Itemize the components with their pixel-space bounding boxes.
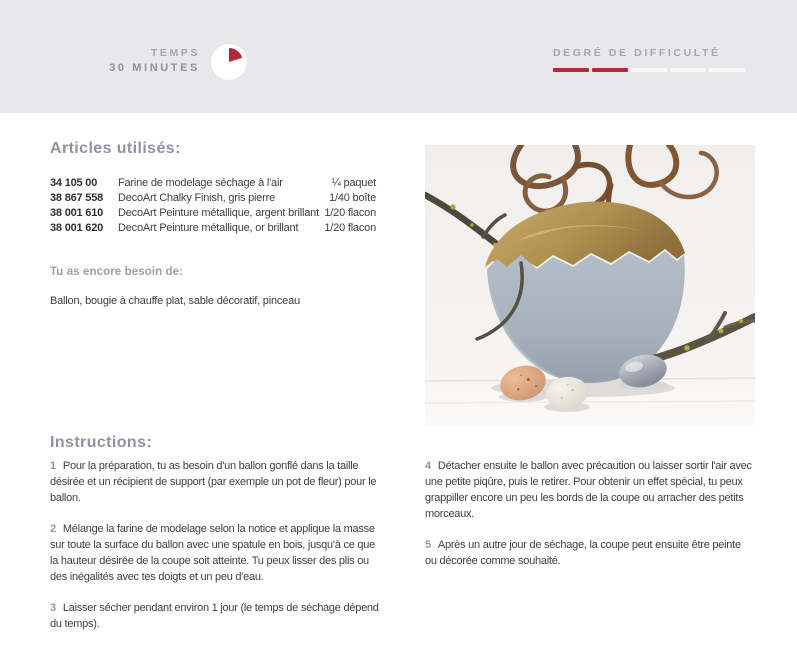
difficulty-bar — [670, 68, 706, 72]
step-text: Après un autre jour de séchage, la coupe peut ensuite être peinte ou décorée comme souhaité. — [425, 539, 741, 567]
step-text: Détacher ensuite le ballon avec précaution ou laisser sortir l'air avec une petite piqûre, puis le retirer. Pour obtenir un effet spécial, tu peux grappiller encore un peu les bords de la coupe ou arracher des petits morceaux. — [425, 460, 752, 520]
article-quantity: 1/40 boîte — [329, 192, 376, 204]
time-block — [109, 47, 200, 74]
difficulty-block — [553, 47, 745, 72]
article-number: 34 105 00 — [50, 177, 98, 189]
instruction-step — [425, 458, 755, 522]
article-quantity: ¼ paquet — [331, 177, 376, 189]
time-label: TEMPS — [150, 47, 200, 59]
difficulty-label: DEGRÉ DE DIFFICULTÉ — [553, 47, 721, 59]
difficulty-bar — [631, 68, 667, 72]
instructions-column-right — [425, 458, 755, 584]
article-number: 38 001 620 — [50, 222, 104, 234]
articles-table — [50, 176, 376, 236]
step-number: 3 — [50, 602, 56, 614]
also-needed-title: Tu as encore besoin de: — [50, 266, 184, 278]
difficulty-bar — [553, 68, 589, 72]
article-quantity: 1/20 flacon — [324, 222, 376, 234]
article-number: 38 001 610 — [50, 207, 104, 219]
article-description: DecoArt Peinture métallique, or brillant — [118, 222, 299, 234]
table-row — [50, 191, 376, 206]
articles-title: Articles utilisés: — [50, 140, 181, 157]
clock-icon — [211, 44, 247, 80]
table-row — [50, 176, 376, 191]
instruction-step — [50, 458, 382, 506]
article-quantity: 1/20 flacon — [324, 207, 376, 219]
header-band — [0, 0, 797, 113]
instruction-step — [50, 600, 382, 632]
step-text: Pour la préparation, tu as besoin d'un ballon gonflé dans la taille désirée et un récipient de support (par exemple un pot de fleur) pour le ballon. — [50, 460, 377, 504]
table-row — [50, 221, 376, 236]
step-number: 5 — [425, 539, 431, 551]
step-number: 1 — [50, 460, 56, 472]
instructions-title: Instructions: — [50, 434, 153, 451]
step-number: 2 — [50, 523, 56, 535]
table-row — [50, 206, 376, 221]
craft-photo — [425, 145, 755, 425]
step-number: 4 — [425, 460, 431, 472]
step-text: Laisser sécher pendant environ 1 jour (le temps de séchage dépend du temps). — [50, 602, 379, 630]
article-description: Farine de modelage séchage à l'air — [118, 177, 283, 189]
article-description: DecoArt Peinture métallique, argent brillant — [118, 207, 319, 219]
article-number: 38 867 558 — [50, 192, 104, 204]
instructions-column-left — [50, 458, 382, 647]
time-value: 30 MINUTES — [109, 62, 200, 74]
step-text: Mélange la farine de modelage selon la notice et applique la masse sur toute la surface du ballon avec une spatule en bois, jusqu'à ce que la hauteur désirée de la coupe soit atteinte. Tu peux lisser des plis ou des inégalités avec tes doigts et un peu d'eau. — [50, 523, 375, 583]
article-description: DecoArt Chalky Finish, gris pierre — [118, 192, 276, 204]
difficulty-bar — [592, 68, 628, 72]
instruction-step — [425, 537, 755, 569]
difficulty-bars — [553, 68, 745, 72]
instruction-step — [50, 521, 382, 585]
difficulty-bar — [709, 68, 745, 72]
also-needed-text: Ballon, bougie à chauffe plat, sable décoratif, pinceau — [50, 295, 300, 307]
